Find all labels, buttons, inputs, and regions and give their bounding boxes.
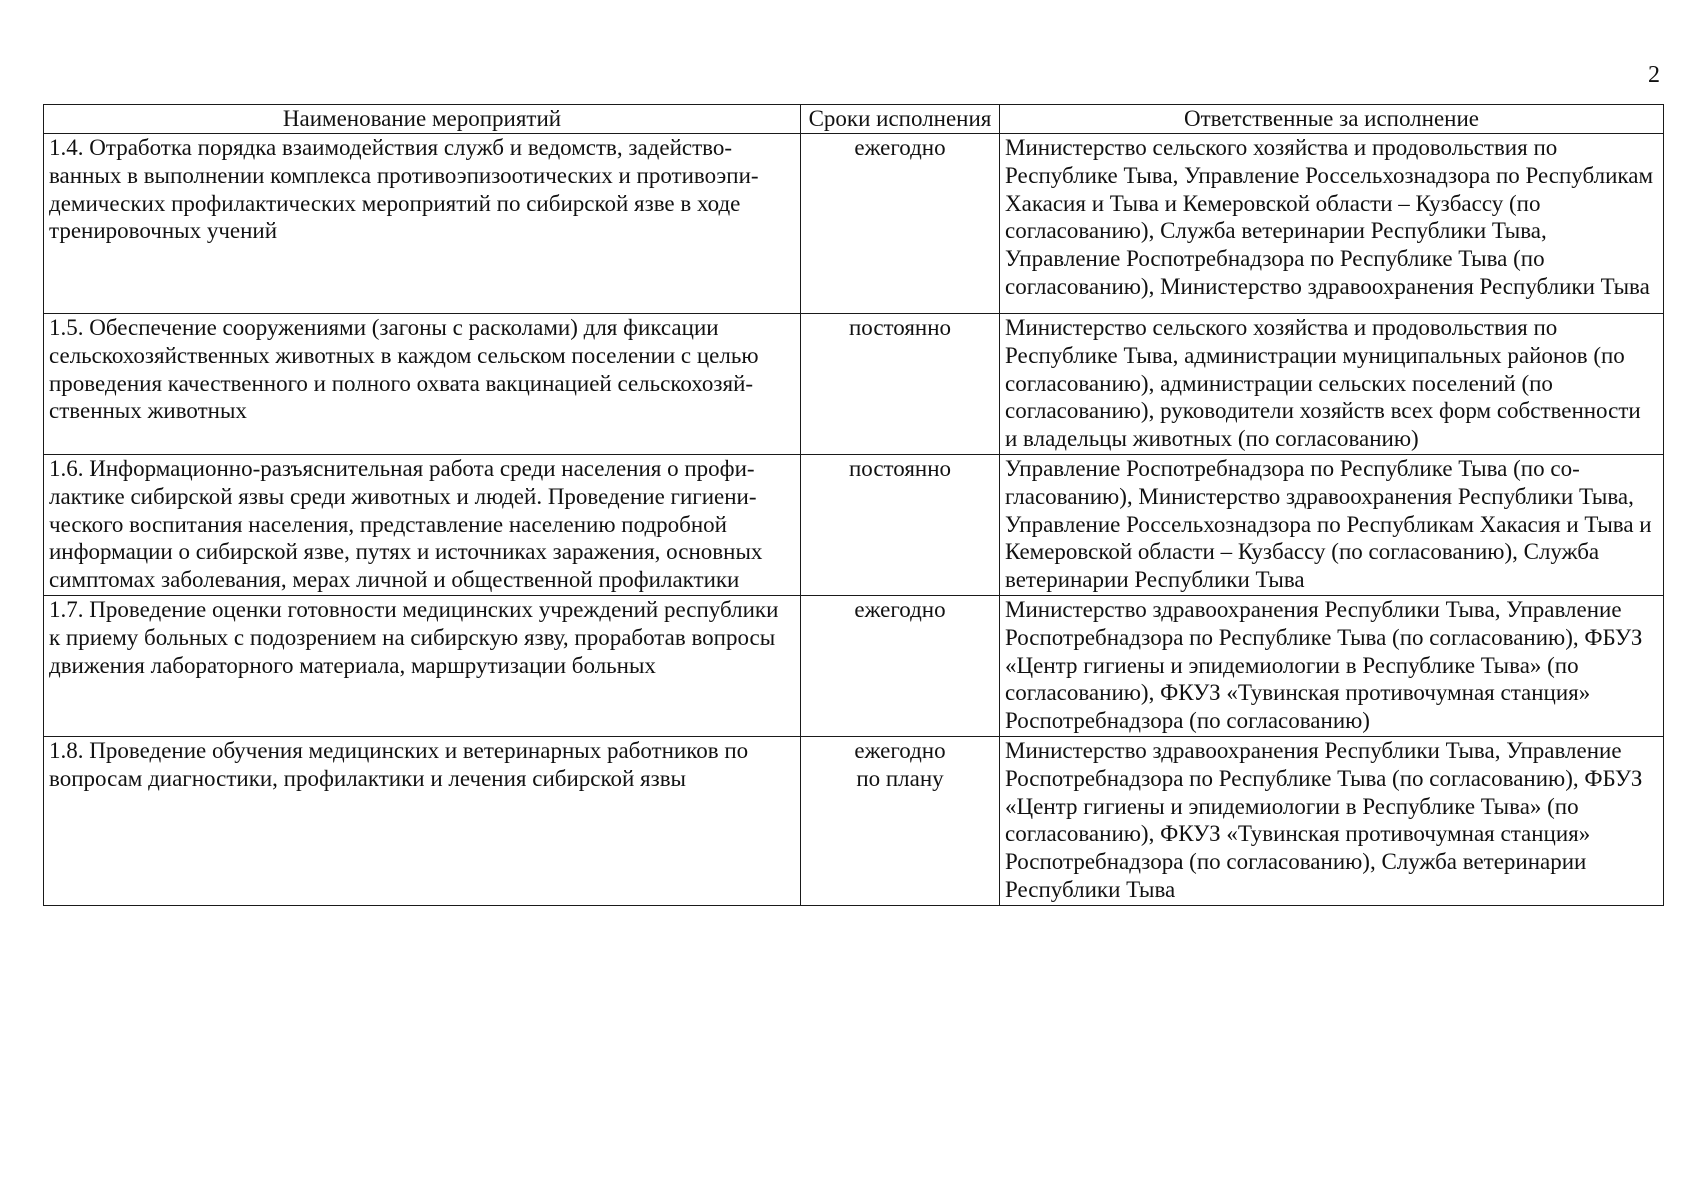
deadline-text: ежегодно [854, 135, 946, 160]
deadline-text: постоянно [848, 455, 952, 481]
table-header [44, 105, 1664, 134]
deadline-cell [801, 595, 1000, 736]
deadline-cell [801, 454, 1000, 595]
deadline-text: постоянно [848, 315, 952, 340]
deadline-text: ежегодно [854, 737, 946, 763]
responsible-cell: Министерство сельского хозяйства и продовольствия по Республике Тыва, администрации муниципальных районов (по согласованию), администрации сельских поселений (по согласованию), руководители хозяйств всех форм собственности и владельцы животных (по согласованию) [1000, 314, 1664, 455]
measure-name-cell: 1.8. Проведение обучения медицинских и ветеринарных работников по вопросам диагностики, профилактики и лечения сибирской язвы [44, 736, 801, 905]
measure-name-cell: 1.5. Обеспечение сооружениями (загоны с расколами) для фиксации сельскохозяйственных животных в каждом сельском поселении с целью проведения качественного и полного охвата вакцинацией сельскохозяйственных животных [44, 314, 801, 455]
deadline-cell [801, 736, 1000, 905]
responsible-cell: Управление Роспотребнадзора по Республике Тыва (по согласованию), Министерство здравоохранения Республики Тыва, Управление Россельхознадзора по Республикам Хакасия и Тыва и Кемеровской области – Кузбассу (по согласованию), Служба ветеринарии Республики Тыва [1000, 454, 1664, 595]
deadline-cell [801, 134, 1000, 314]
measure-name-cell: 1.6. Информационно-разъяснительная работа среди населения о профилактике сибирской язвы среди животных и людей. Проведение гигиенического воспитания населения, представление населению подробной информации о сибирской язве, путях и источниках заражения, основных симптомах заболевания, мерах личной и общественной профилактики [44, 454, 801, 595]
table-row [44, 595, 1664, 736]
deadline-text: ежегодно [854, 596, 946, 622]
measures-table [43, 104, 1664, 906]
page-number: 2 [1648, 62, 1660, 88]
responsible-cell: Министерство здравоохранения Республики Тыва, Управление Роспотребнадзора по Республике Тыва (по согласованию), ФБУЗ «Центр гигиены и эпидемиологии в Республике Тыва» (по согласованию), ФКУЗ «Тувинская противочумная станция» Роспотребнадзора (по согласованию), Служба ветеринарии Республики Тыва [1000, 736, 1664, 905]
header-responsible: Ответственные за исполнение [1000, 105, 1664, 134]
header-row [44, 105, 1664, 134]
deadline-text: по плану [856, 765, 944, 791]
header-deadline: Сроки исполнения [801, 105, 1000, 134]
table-row [44, 314, 1664, 455]
responsible-cell: Министерство здравоохранения Республики Тыва, Управление Роспотребнадзора по Республике Тыва (по согласованию), ФБУЗ «Центр гигиены и эпидемиологии в Республике Тыва» (по согласованию), ФКУЗ «Тувинская противочумная станция» Роспотребнадзора (по согласованию) [1000, 595, 1664, 736]
measure-name-cell: 1.7. Проведение оценки готовности медицинских учреждений республики к приему больных с подозрением на сибирскую язву, проработав вопросы движения лабораторного материала, маршрутизации больных [44, 595, 801, 736]
deadline-cell [801, 314, 1000, 455]
table-row [44, 134, 1664, 314]
responsible-cell: Министерство сельского хозяйства и продовольствия по Республике Тыва, Управление Россельхознадзора по Республикам Хакасия и Тыва и Кемеровской области – Кузбассу (по согласованию), Служба ветеринарии Республики Тыва, Управление Роспотребнадзора по Республике Тыва (по согласованию), Министерство здравоохранения Республики Тыва [1000, 134, 1664, 314]
measure-name-cell: 1.4. Отработка порядка взаимодействия служб и ведомств, задействованных в выполнении комплекса противоэпизоотических и противоэпидемических профилактических мероприятий по сибирской язве в ходе тренировочных учений [44, 134, 801, 314]
table-row [44, 736, 1664, 905]
table-row [44, 454, 1664, 595]
header-measure-name: Наименование мероприятий [44, 105, 801, 134]
